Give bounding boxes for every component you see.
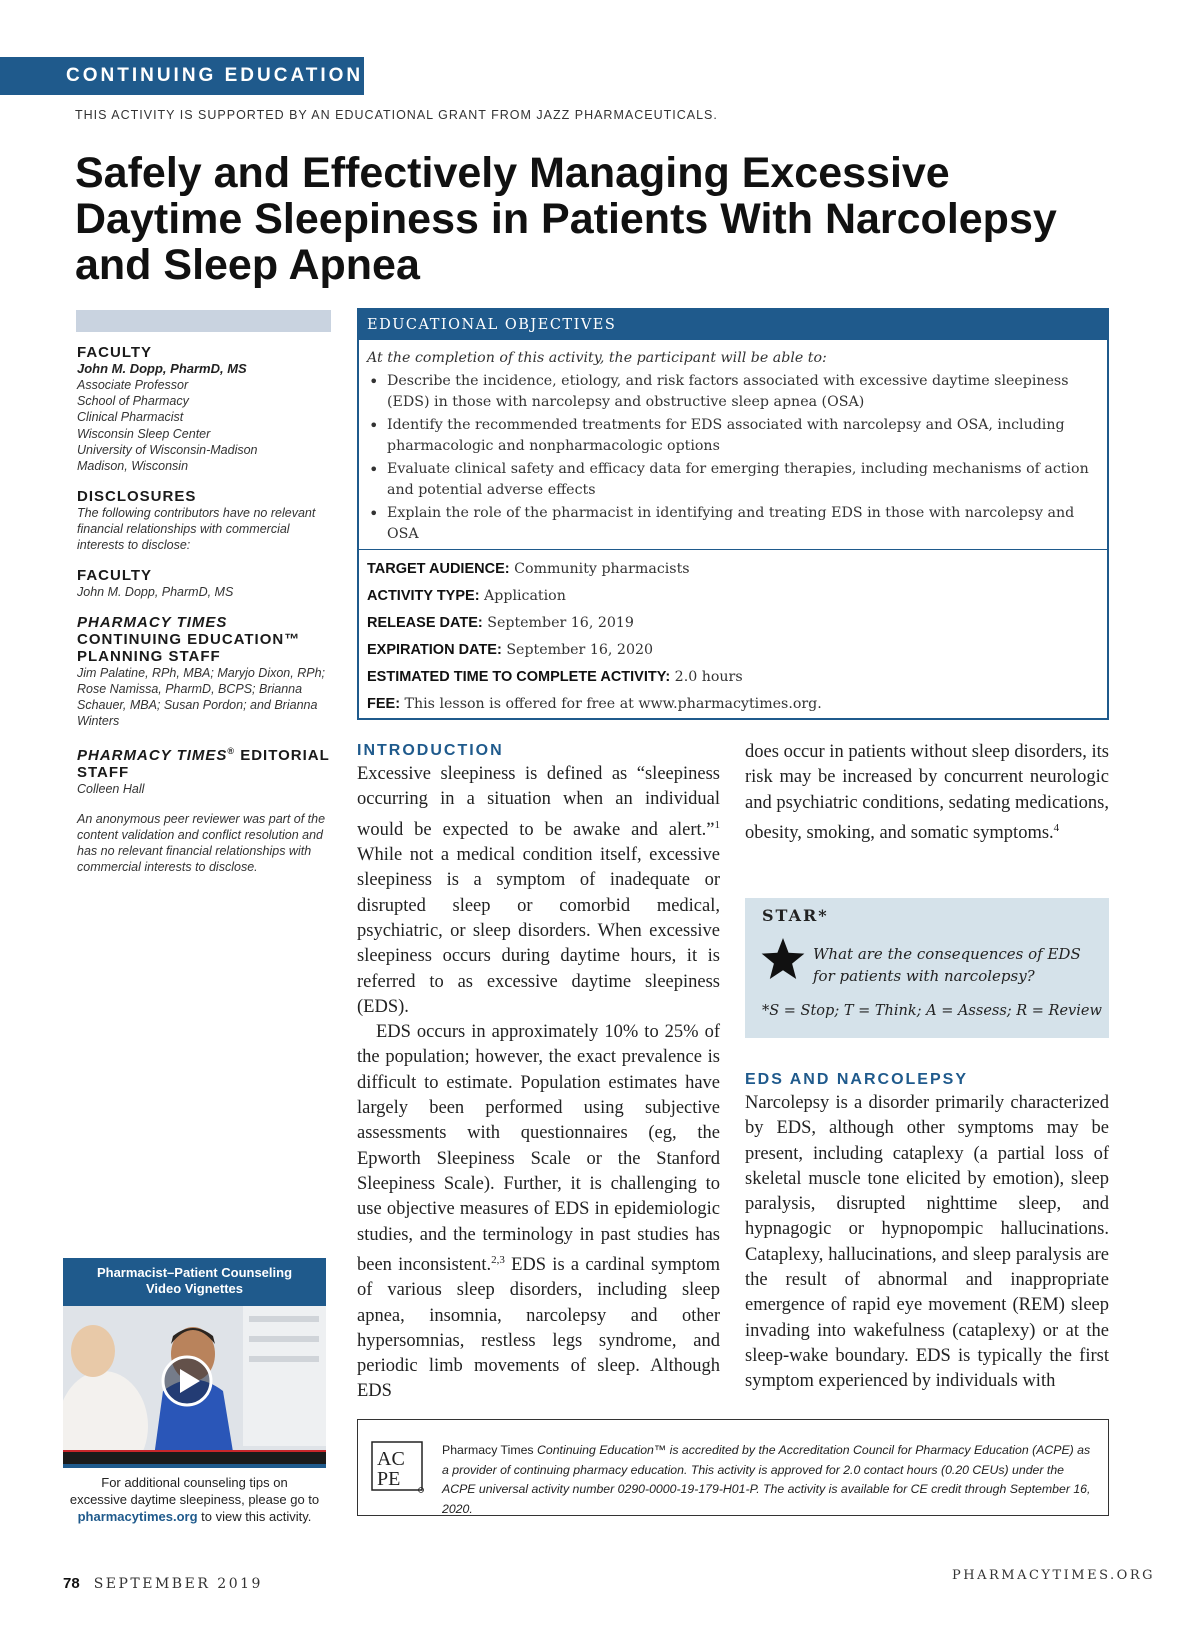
planning-staff-text: Jim Palatine, RPh, MBA; Maryjo Dixon, RPh; Rose Namissa, PharmD, BCPS; Brianna Schauer, MBA; Susan Pordon; and Brianna Winters [77,666,325,729]
meta-value: September 16, 2019 [487,615,634,631]
meta-row [367,664,1097,691]
editorial-heading-part: PHARMACY TIMES [77,747,228,765]
video-scene [63,1306,326,1464]
video-title-line: Pharmacist–Patient Counseling [96,1265,293,1280]
meta-label: RELEASE DATE: [367,615,483,631]
video-caption [63,1474,326,1525]
text-run: EDS is a cardinal symptom of various sleep disorders, including sleep apnea, insomnia, narcolepsy and other hypersomnias, restless legs syndrome, and periodic limb movements of sleep. Although EDS [357,1254,720,1402]
citation: 2,3 [491,1253,505,1266]
text-run: EDS occurs in approximately 10% to 25% of the population; however, the exact prevalence is difficult to estimate. Population estimates have largely been performed using subjective assessments with questionnaires (eg, the Epworth Sleepiness Scale or the Stanford Sleepiness Scale). Further, it is challenging to use objective measures of EDS in epidemiologic studies, and the terminology in past studies has been inconsistent. [357,1022,720,1275]
affiliation-line: Madison, Wisconsin [77,459,189,474]
article-title [75,150,1075,288]
affiliation-line: Clinical Pharmacist [77,410,184,425]
meta-row [367,583,1097,610]
intro-paragraph [357,1020,720,1405]
planning-heading: PLANNING STAFF [77,648,221,666]
disclosures-heading: DISCLOSURES [77,488,197,506]
svg-text:AC: AC [377,1448,405,1470]
sidebar-accent-bar [76,310,331,332]
objective-item: • Evaluate clinical safety and efficacy data for emerging therapies, including mechanisms of action and potential adverse effects [367,459,1097,501]
caption-text: to view this activity. [197,1509,312,1524]
faculty-disclosure-text: John M. Dopp, PharmD, MS [77,585,234,600]
registered-mark: ® [227,746,236,757]
affiliation-line: University of Wisconsin-Madison [77,442,258,457]
page-number: 78 [63,1575,80,1592]
objectives-heading: EDUCATIONAL OBJECTIVES [359,310,1107,340]
introduction-column [357,740,720,1405]
faculty-disclosure-heading: FACULTY [77,567,153,585]
video-thumbnail[interactable] [63,1306,326,1464]
narcolepsy-heading: EDS AND NARCOLEPSY [745,1071,968,1088]
meta-label: FEE: [367,696,401,712]
meta-label: ESTIMATED TIME TO COMPLETE ACTIVITY: [367,669,671,685]
title-line: Safely and Effectively Managing Excessive [75,149,950,197]
introduction-heading: INTRODUCTION [357,742,504,759]
accreditation-body: Continuing Education™ is accredited by the Accreditation Council for Pharmacy Education (ACPE) as a provider of continuing pharmacy education. This activity is approved for 2.0 contact hours (0.20 CEUs) under the ACPE universal activity number 0290-0000-19-179-H01-P. The activity is available for CE credit through September 16, 2020. [442,1443,1091,1516]
title-line: Daytime Sleepiness in Patients With Narcolepsy [75,195,1057,243]
citation: 4 [1053,821,1060,834]
planning-heading: PHARMACY TIMES [77,614,228,632]
objectives-list [367,371,1097,545]
intro-paragraph [357,762,720,1020]
star-question: What are the consequences of EDS for patients with narcolepsy? [813,945,1081,985]
introduction-continued [745,740,1109,846]
meta-value: 2.0 hours [674,669,743,685]
page-footer-left [63,1575,263,1592]
affiliation-line: Associate Professor [77,378,189,392]
page-footer-right: PHARMACYTIMES.ORG [952,1568,1156,1583]
meta-label: EXPIRATION DATE: [367,642,502,658]
narcolepsy-section [745,1069,1109,1395]
pharmacytimes-link[interactable]: pharmacytimes.org [77,1509,198,1524]
acpe-logo [371,1441,425,1493]
intro-paragraph [745,740,1109,846]
section-banner: CONTINUING EDUCATION [0,57,364,95]
caption-line [63,1508,326,1525]
video-title [63,1265,326,1297]
editorial-heading: STAFF [77,764,130,782]
faculty-heading: FACULTY [77,344,153,361]
faculty-name: John M. Dopp, PharmD, MS [77,361,247,376]
svg-text:PE: PE [377,1468,401,1490]
sidebar [77,344,339,889]
caption-line: For additional counseling tips on [101,1475,288,1490]
text-run: While not a medical condition itself, excessive sleepiness is a symptom of inadequate or disrupted sleep or comorbid medical, psychiatric, or sleep disorders. When excessive sleepiness occurs during daytime hours, it is referred to as excessive daytime sleepiness (EDS). [357,845,720,1017]
meta-value: Application [484,588,566,604]
star-title: STAR* [762,906,829,925]
reviewer-text: An anonymous peer reviewer was part of the content validation and conflict resolution and has no relevant financial relationships with commercial interests to disclose. [77,812,326,875]
accreditation-text [442,1441,1097,1519]
objective-item: • Explain the role of the pharmacist in identifying and treating EDS in those with narcolepsy and OSA [367,503,1097,545]
objectives-intro: At the completion of this activity, the participant will be able to: [367,350,827,366]
text-run: Excessive sleepiness is defined as “sleepiness occurring in a situation when an individual would be expected to be awake and alert.” [357,764,720,840]
star-icon [759,935,807,983]
meta-value: This lesson is offered for free at www.pharmacytimes.org. [404,696,822,712]
caption-line: excessive daytime sleepiness, please go to [69,1492,320,1507]
title-line: and Sleep Apnea [75,241,420,289]
meta-row [367,691,1097,718]
activity-meta [359,550,1107,718]
publication-name: Pharmacy Times [442,1443,534,1457]
objective-item: • Describe the incidence, etiology, and risk factors associated with excessive daytime sleepiness (EDS) in those with narcolepsy and obstructive sleep apnea (OSA) [367,371,1097,413]
objective-item: • Identify the recommended treatments for EDS associated with narcolepsy and OSA, including pharmacologic and nonpharmacologic options [367,415,1097,457]
meta-row [367,556,1097,583]
star-key: *S = Stop; T = Think; A = Assess; R = Review [762,1003,1102,1019]
faculty-affiliation [77,377,339,474]
disclosures-text: The following contributors have no relevant financial relationships with commercial interests to disclose: [77,506,316,553]
issue-date: SEPTEMBER 2019 [93,1576,263,1592]
meta-row [367,637,1097,664]
grant-note: THIS ACTIVITY IS SUPPORTED BY AN EDUCATIONAL GRANT FROM JAZZ PHARMACEUTICALS. [75,108,718,122]
citation: 1 [714,818,720,831]
editorial-heading-part: EDITORIAL [235,747,330,765]
meta-value: September 16, 2020 [506,642,654,658]
video-title-line: Video Vignettes [145,1281,244,1296]
affiliation-line: School of Pharmacy [77,394,189,409]
narcolepsy-paragraph: Narcolepsy is a disorder primarily characterized by EDS, although other symptoms may be present, including cataplexy (a partial loss of skeletal muscle tone elicited by emotion), sleep paralysis, disrupted nighttime sleep, and hypnagogic or hypnopompic hallucinations. Cataplexy, hallucinations, and sleep paralysis are the result of abnormal and inappropriate emergence of rapid eye movement (REM) sleep invading into wakefulness (cataplexy) or at the sleep-wake boundary. EDS is typically the first symptom experienced by individuals with [745,1093,1109,1392]
editorial-heading [77,743,339,764]
objectives-box [357,308,1109,720]
planning-heading: CONTINUING EDUCATION™ [77,631,301,649]
meta-value: Community pharmacists [514,561,690,577]
meta-label: TARGET AUDIENCE: [367,561,510,577]
affiliation-line: Wisconsin Sleep Center [77,426,211,441]
meta-label: ACTIVITY TYPE: [367,588,480,604]
meta-row [367,610,1097,637]
editorial-text: Colleen Hall [77,782,145,797]
text-run: does occur in patients without sleep disorders, its risk may be increased by concurrent neurologic and psychiatric conditions, sedating medications, obesity, smoking, and somatic symptoms. [745,742,1109,844]
